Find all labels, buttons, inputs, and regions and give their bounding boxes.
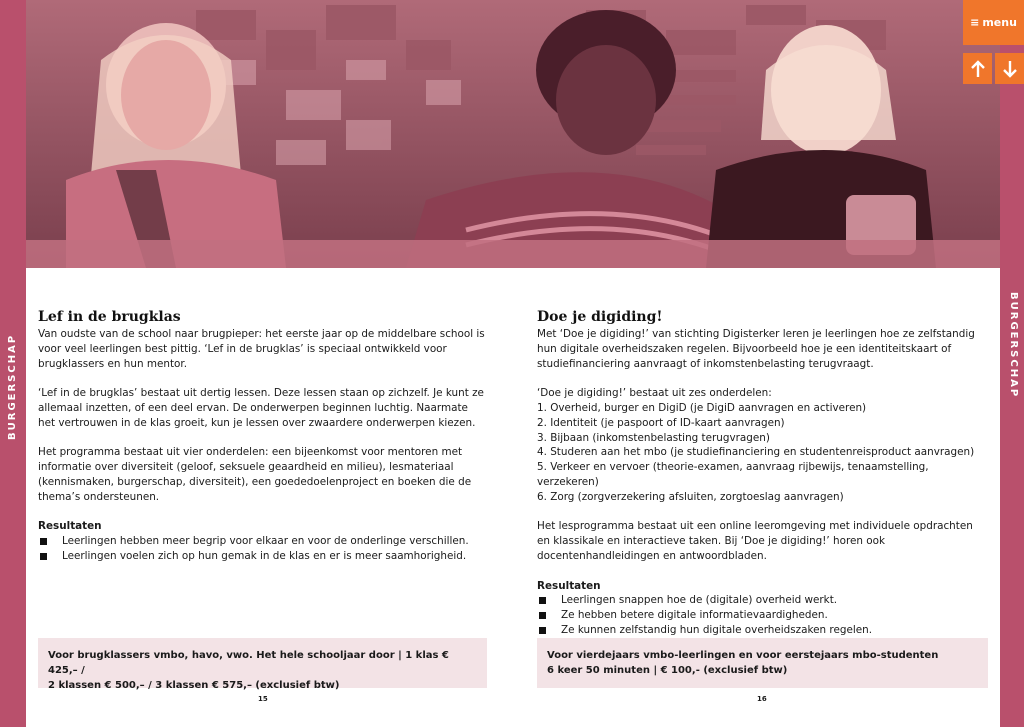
results-list xyxy=(38,534,488,564)
parts-list xyxy=(537,401,982,505)
list-item: 1. Overheid, burger en DigiD (je DigiD aanvragen en activeren) xyxy=(537,401,867,414)
parts-intro: ‘Doe je digiding!’ bestaat uit zes onderdelen: xyxy=(537,387,772,400)
menu-button[interactable] xyxy=(963,0,1024,45)
page-16 xyxy=(513,268,1000,727)
page-number: 15 xyxy=(258,695,268,703)
results-list xyxy=(537,593,982,637)
list-item: 6. Zorg (zorgverzekering afsluiten, zorgtoeslag aanvragen) xyxy=(537,490,844,503)
pricing-line: 6 keer 50 minuten | € 100,- (exclusief btw) xyxy=(547,665,788,676)
list-item: Ze hebben betere digitale informatievaardigheden. xyxy=(537,608,982,623)
hamburger-icon: ≡ xyxy=(970,16,980,29)
page-16-content xyxy=(537,308,982,653)
menu-label: menu xyxy=(982,16,1017,29)
list-item: 5. Verkeer en vervoer (theorie-examen, aanvraag rijbewijs, tenaamstelling, verzekeren) xyxy=(537,461,929,488)
pricing-line: 2 klassen € 500,– / 3 klassen € 575,– (exclusief btw) xyxy=(48,680,340,691)
side-section-label-right: BURGERSCHAP xyxy=(1008,292,1019,399)
list-item: Leerlingen hebben meer begrip voor elkaar en voor de onderlinge verschillen. xyxy=(38,534,488,549)
arrow-up-icon xyxy=(970,60,986,78)
page-15 xyxy=(26,268,513,727)
body-paragraph: Het lesprogramma bestaat uit een online leeromgeving met individuele opdrachten en klassikale en interactieve taken. Bij ‘Doe je digiding!’ horen ook docentenhandleidingen en antwoordbladen. xyxy=(537,520,973,562)
list-item: 2. Identiteit (je paspoort of ID-kaart aanvragen) xyxy=(537,416,785,429)
list-item: 3. Bijbaan (inkomstenbelasting terugvragen) xyxy=(537,431,770,444)
list-item: Ze kunnen zelfstandig hun digitale overheidszaken regelen. xyxy=(537,623,982,638)
pricing-box xyxy=(38,638,487,691)
right-side-band xyxy=(1000,0,1024,727)
results-heading: Resultaten xyxy=(537,579,601,592)
intro-paragraph: Van oudste van de school naar brugpieper: het eerste jaar op de middelbare school is voor veel leerlingen best pittig. ‘Lef in de brugklas’ is speciaal ontwikkeld voor brugklassers en hun mentor. xyxy=(38,328,485,370)
page-15-content xyxy=(38,308,488,579)
pricing-line: Voor brugklassers vmbo, havo, vwo. Het hele schooljaar door | 1 klas € 425,– / xyxy=(48,650,449,676)
results-heading: Resultaten xyxy=(38,520,102,533)
section-title: Doe je digiding! xyxy=(537,309,663,325)
section-title: Lef in de brugklas xyxy=(38,309,181,325)
body-paragraph: ‘Lef in de brugklas’ bestaat uit dertig lessen. Deze lessen staan op zichzelf. Je kunt ze allemaal inzetten, of een deel ervan. De onderwerpen beginnen luchtig. Naarmate het vertrouwen in de klas groeit, kun je lessen over zwaardere onderwerpen kiezen. xyxy=(38,387,484,429)
list-item: Leerlingen voelen zich op hun gemak in de klas en er is meer saamhorigheid. xyxy=(38,549,488,564)
pricing-line: Voor vierdejaars vmbo-leerlingen en voor eerstejaars mbo-studenten xyxy=(547,650,939,661)
page-number: 16 xyxy=(757,695,767,703)
list-item: Leerlingen snappen hoe de (digitale) overheid werkt. xyxy=(537,593,982,608)
next-page-button[interactable] xyxy=(995,53,1024,84)
list-item: 4. Studeren aan het mbo (je studiefinanciering en studentenreisproduct aanvragen) xyxy=(537,446,975,459)
body-paragraph: Het programma bestaat uit vier onderdelen: een bijeenkomst voor mentoren met informatie over diversiteit (geloof, seksuele geaardheid en milieu), lesmateriaal (kennismaken, burgerschap, diversiteit), een goededoelenproject en boeken die de thema’s ondersteunen. xyxy=(38,446,472,503)
intro-paragraph: Met ‘Doe je digiding!’ van stichting Digisterker leren je leerlingen hoe ze zelfstandig hun digitale overheidszaken regelen. Bijvoorbeeld hoe je een identiteitskaart of studiefinanciering aanvraagt of inkomstenbelasting terugvraagt. xyxy=(537,328,975,370)
previous-page-button[interactable] xyxy=(963,53,992,84)
arrow-down-icon xyxy=(1002,60,1018,78)
pricing-box xyxy=(537,638,988,688)
side-section-label-left: BURGERSCHAP xyxy=(7,333,18,440)
header-photo xyxy=(26,0,1000,268)
left-side-band xyxy=(0,0,26,727)
